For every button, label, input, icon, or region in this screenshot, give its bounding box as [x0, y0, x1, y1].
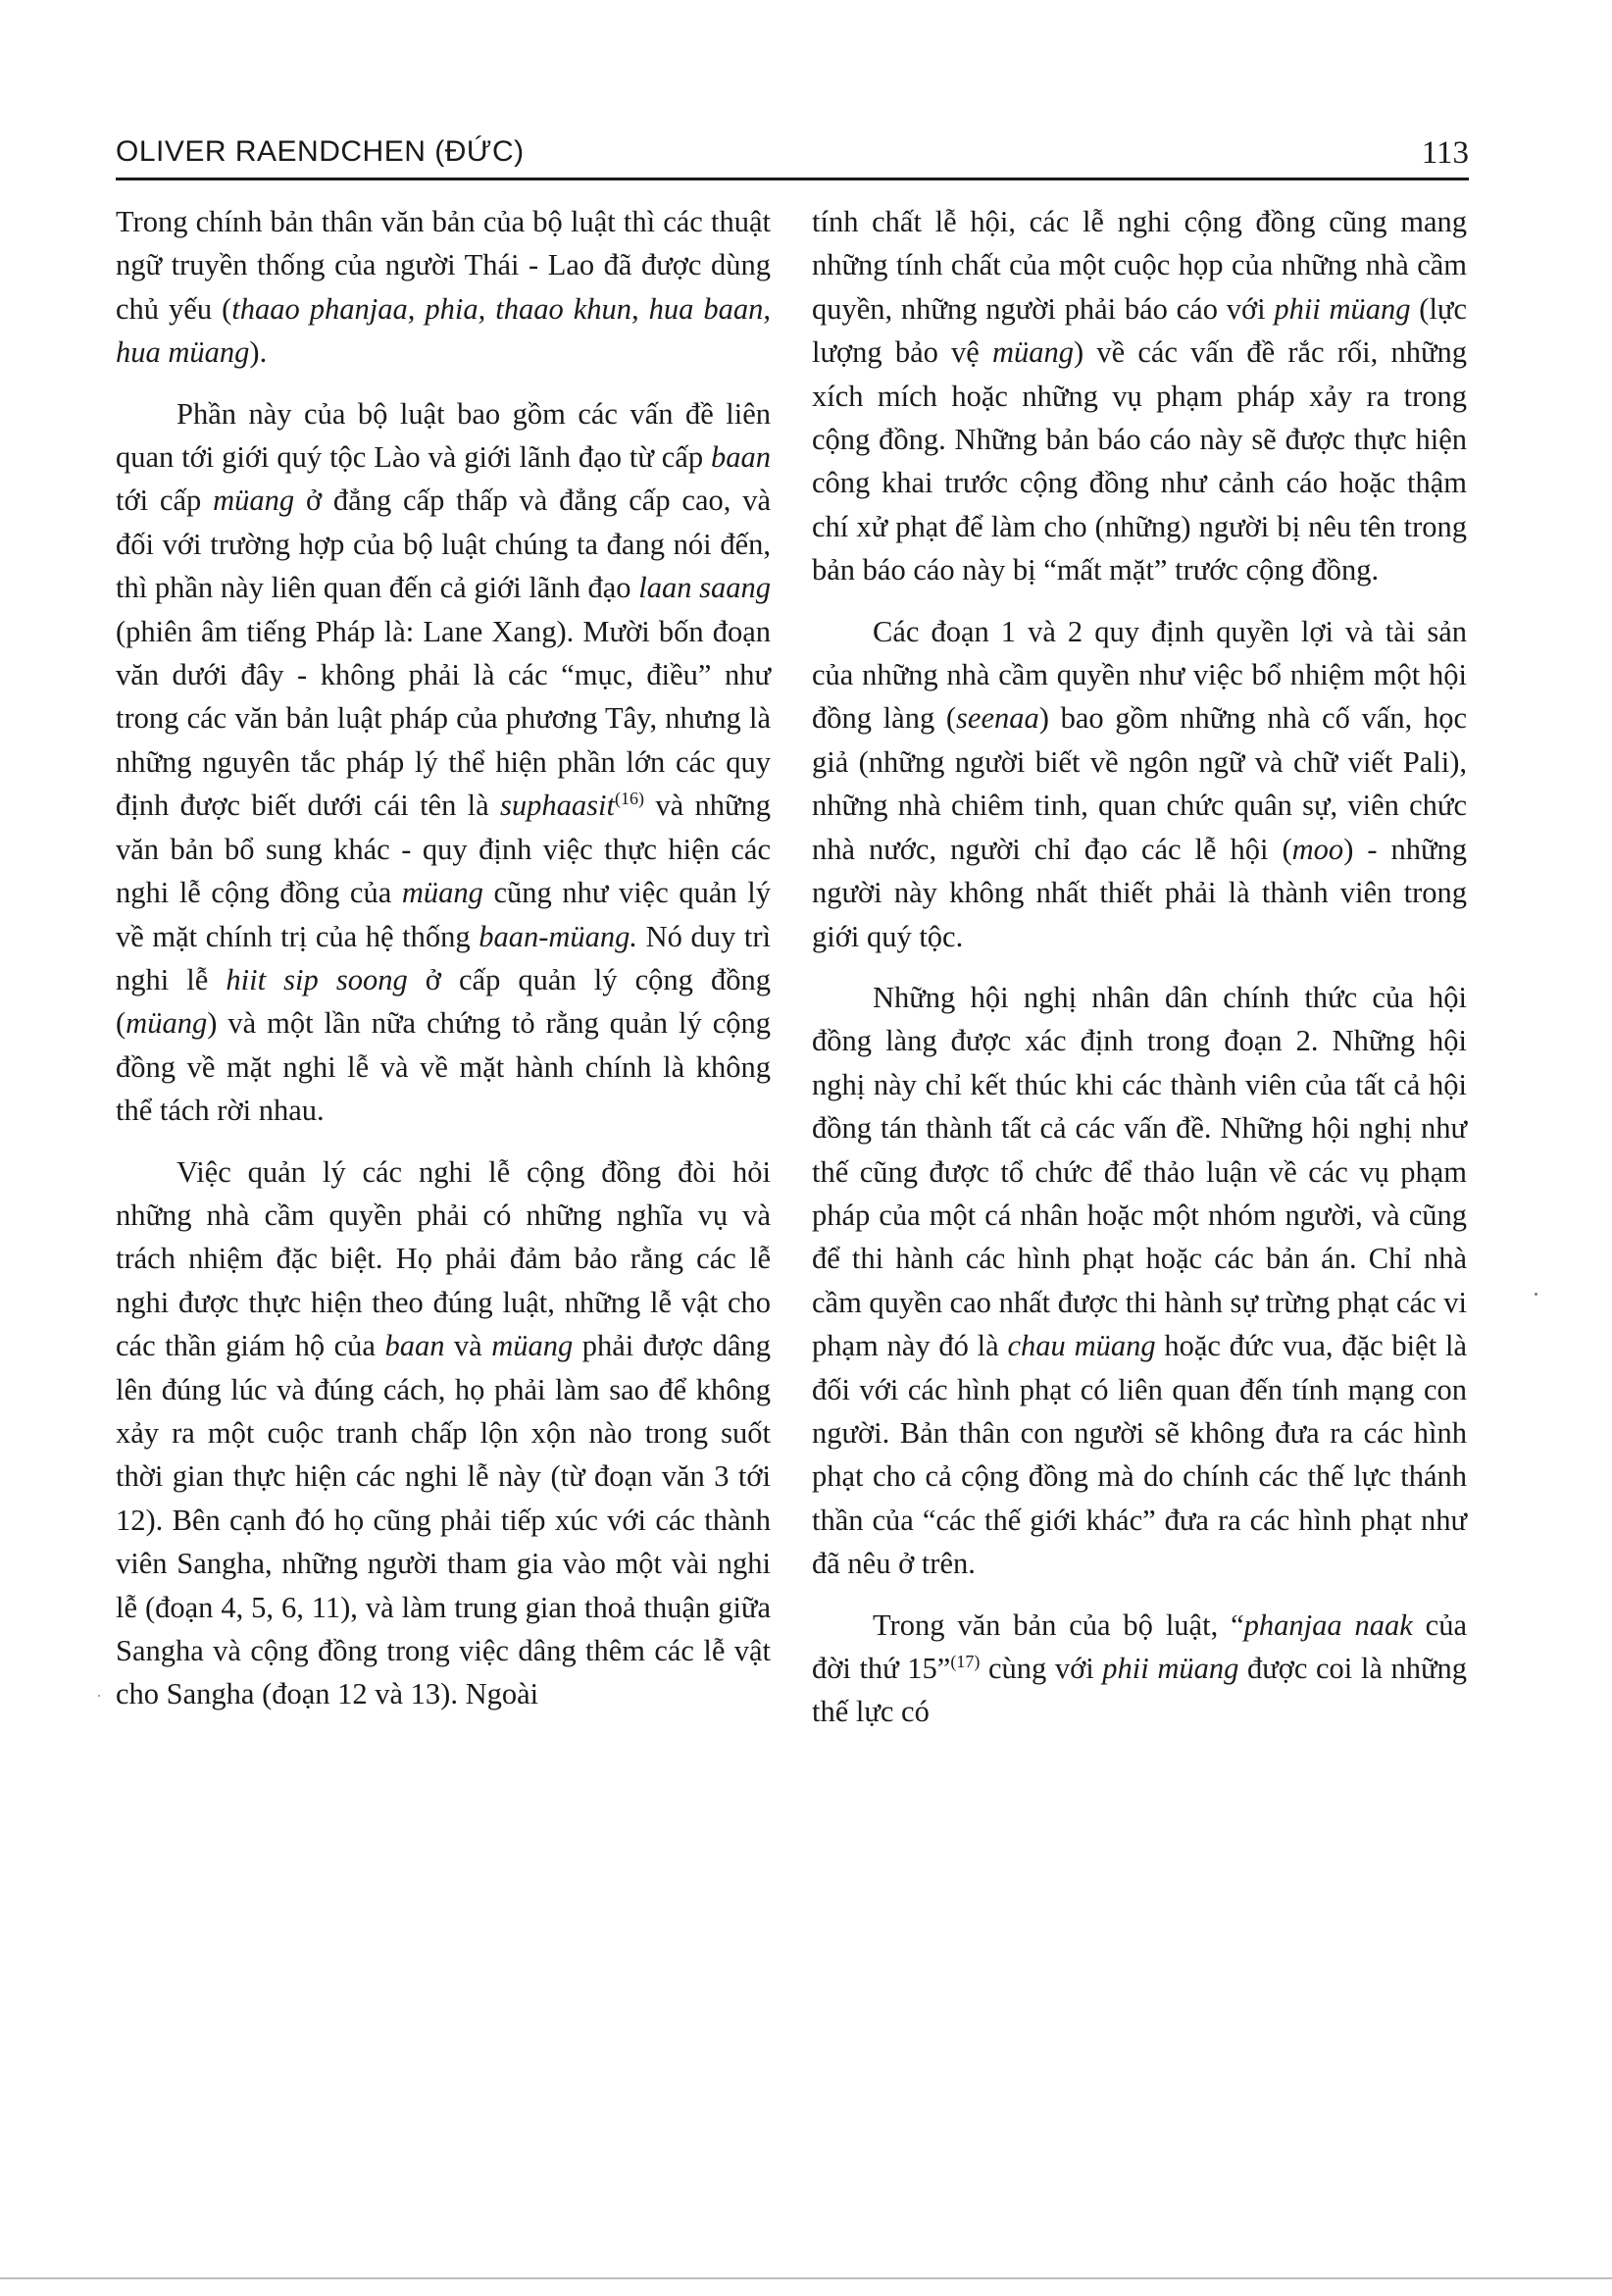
text-run: Trong chính bản thân văn bản của bộ luật thì các thuật ngữ truyền thống của người Thái - Lao đã được dùng chủ yếu (: [116, 205, 771, 326]
paragraph: [812, 1604, 1467, 1734]
text-run: tính chất lễ hội, các lễ nghi cộng đồng cũng mang những tính chất của một cuộc họp của những nhà cầm quyền, những người phải báo cáo với: [812, 205, 1467, 326]
italic-term: müang: [491, 1329, 574, 1363]
footnote-ref: (16): [614, 789, 644, 809]
text-run: được coi là những thế lực có: [812, 1652, 1467, 1729]
paragraph: [116, 392, 771, 1133]
italic-term: phanjaa naak: [1243, 1607, 1413, 1642]
right-column: [812, 200, 1467, 1752]
text-run: ) bao gồm những nhà cố vấn, học giả (những người biết về ngôn ngữ và chữ viết Pali), những nhà chiêm tinh, quan chức quân sự, viên chức nhà nước, người chỉ đạo các lễ hội (: [812, 701, 1467, 866]
header-rule: [116, 178, 1469, 180]
italic-term: laan saang: [638, 571, 771, 605]
italic-term: suphaasit: [500, 789, 615, 823]
running-header: [116, 131, 1469, 180]
italic-term: phii müang: [1274, 291, 1411, 326]
text-run: phải được dâng lên đúng lúc và đúng cách, họ phải làm sao để không xảy ra một cuộc tranh chấp lộn xộn nào trong suốt thời gian thực hiện các nghi lễ này (từ đoạn văn 3 tới 12). Bên cạnh đó họ cũng phải tiếp xúc với các thành viên Sangha, những người tham gia vào một vài nghi lễ (đoạn 4, 5, 6, 11), và làm trung gian thoả thuận giữa Sangha và cộng đồng trong việc dâng thêm các lễ vật cho Sangha (đoạn 12 và 13). Ngoài: [116, 1329, 772, 1711]
text-run: (lực lượng bảo vệ: [812, 291, 1467, 370]
text-run: ) và một lần nữa chứng tỏ rằng quản lý cộng đồng về mặt nghi lễ và về mặt hành chính là không thể tách rời nhau.: [116, 1006, 771, 1128]
text-run: (phiên âm tiếng Pháp là: Lane Xang). Mười bốn đoạn văn dưới đây - không phải là các “mục, điều” như trong các văn bản luật pháp của phương Tây, nhưng là những nguyên tắc pháp lý thể hiện phần lớn các quy định được biết dưới cái tên là: [116, 614, 771, 823]
text-run: cũng như việc quản lý về mặt chính trị của hệ thống: [116, 876, 771, 953]
running-header-author: OLIVER RAENDCHEN (ĐỨC): [116, 135, 525, 168]
italic-term: moo: [1291, 832, 1344, 866]
italic-term: hiit sip soong: [226, 962, 408, 996]
italic-term: baan: [384, 1329, 445, 1363]
text-run: tới cấp: [116, 484, 214, 518]
text-run: Các đoạn 1 và 2 quy định quyền lợi và tài sản của những nhà cầm quyền như việc bổ nhiệm một hội đồng làng (: [812, 614, 1467, 736]
paragraph: [116, 1150, 771, 1716]
scan-speck: [98, 1695, 100, 1697]
italic-term: baan-müang.: [479, 919, 638, 953]
paragraph: [812, 610, 1467, 958]
text-run: ở cấp quản lý cộng đồng (: [116, 962, 771, 1041]
italic-term: chau müang: [1007, 1329, 1156, 1363]
page-number: 113: [1421, 135, 1469, 171]
text-run: Nó duy trì nghi lễ: [116, 919, 771, 996]
paragraph: [116, 200, 771, 375]
italic-term: phii müang: [1102, 1652, 1239, 1685]
italic-term: müang: [126, 1006, 208, 1041]
text-run: Trong văn bản của bộ luật, “: [873, 1607, 1244, 1642]
footnote-ref: (17): [950, 1651, 981, 1671]
italic-term: müang: [213, 484, 295, 518]
scan-speck: [1535, 1293, 1537, 1296]
paragraph: [812, 200, 1467, 592]
text-run: và: [444, 1329, 492, 1363]
italic-term: seenaa: [956, 701, 1039, 736]
italic-term: müang: [401, 876, 483, 910]
text-run: cùng với: [980, 1652, 1103, 1685]
text-run: ở đẳng cấp thấp và đẳng cấp cao, và đối với trường hợp của bộ luật chúng ta đang nói đến, thì phần này liên quan đến cả giới lãnh đạo: [116, 484, 772, 605]
text-run: Việc quản lý các nghi lễ cộng đồng đòi hỏi những nhà cầm quyền phải có những nghĩa vụ và trách nhiệm đặc biệt. Họ phải đảm bảo rằng các lễ nghi được thực hiện theo đúng luật, những lễ vật cho các thần giám hộ của: [116, 1154, 771, 1363]
text-run: của đời thứ 15”: [812, 1607, 1467, 1685]
paragraph: [812, 976, 1467, 1586]
text-run: Phần này của bộ luật bao gồm các vấn đề liên quan tới giới quý tộc Lào và giới lãnh đạo từ cấp: [116, 396, 771, 475]
text-run: và những văn bản bổ sung khác - quy định việc thực hiện các nghi lễ cộng đồng của: [116, 789, 771, 910]
scan-bottom-edge: [0, 2277, 1612, 2279]
italic-term: thaao phanjaa, phia, thaao khun, hua baan, hua müang: [116, 291, 772, 370]
left-column: [116, 200, 771, 1734]
text-run: ) về các vấn đề rắc rối, những xích mích hoặc những vụ phạm pháp xảy ra trong cộng đồng. Những bản báo cáo này sẽ được thực hiện công khai trước cộng đồng như cảnh cáo hoặc thậm chí xử phạt để làm cho (những) người bị nêu tên trong bản báo cáo này bị “mất mặt” trước cộng đồng.: [812, 335, 1467, 587]
text-run: ).: [249, 335, 268, 370]
text-run: ) - những người này không nhất thiết phải là thành viên trong giới quý tộc.: [812, 832, 1467, 953]
italic-term: baan: [711, 440, 771, 475]
italic-term: müang: [992, 335, 1075, 370]
text-run: hoặc đức vua, đặc biệt là đối với các hình phạt có liên quan đến tính mạng con người. Bản thân con người sẽ không đưa ra các hình phạt cho cả cộng đồng mà do chính các thế lực thánh thần của “các thế giới khác” đưa ra các hình phạt như đã nêu ở trên.: [812, 1329, 1467, 1581]
text-run: Những hội nghị nhân dân chính thức của hội đồng làng được xác định trong đoạn 2. Những hội nghị này chỉ kết thúc khi các thành viên của tất cả hội đồng tán thành tất cả các vấn đề. Những hội nghị như thế cũng được tổ chức để thảo luận về các vụ phạm pháp của một cá nhân hoặc một nhóm người, và cũng để thi hành các hình phạt hoặc các bản án. Chỉ nhà cầm quyền cao nhất được thi hành sự trừng phạt các vi phạm này đó là: [812, 980, 1467, 1363]
